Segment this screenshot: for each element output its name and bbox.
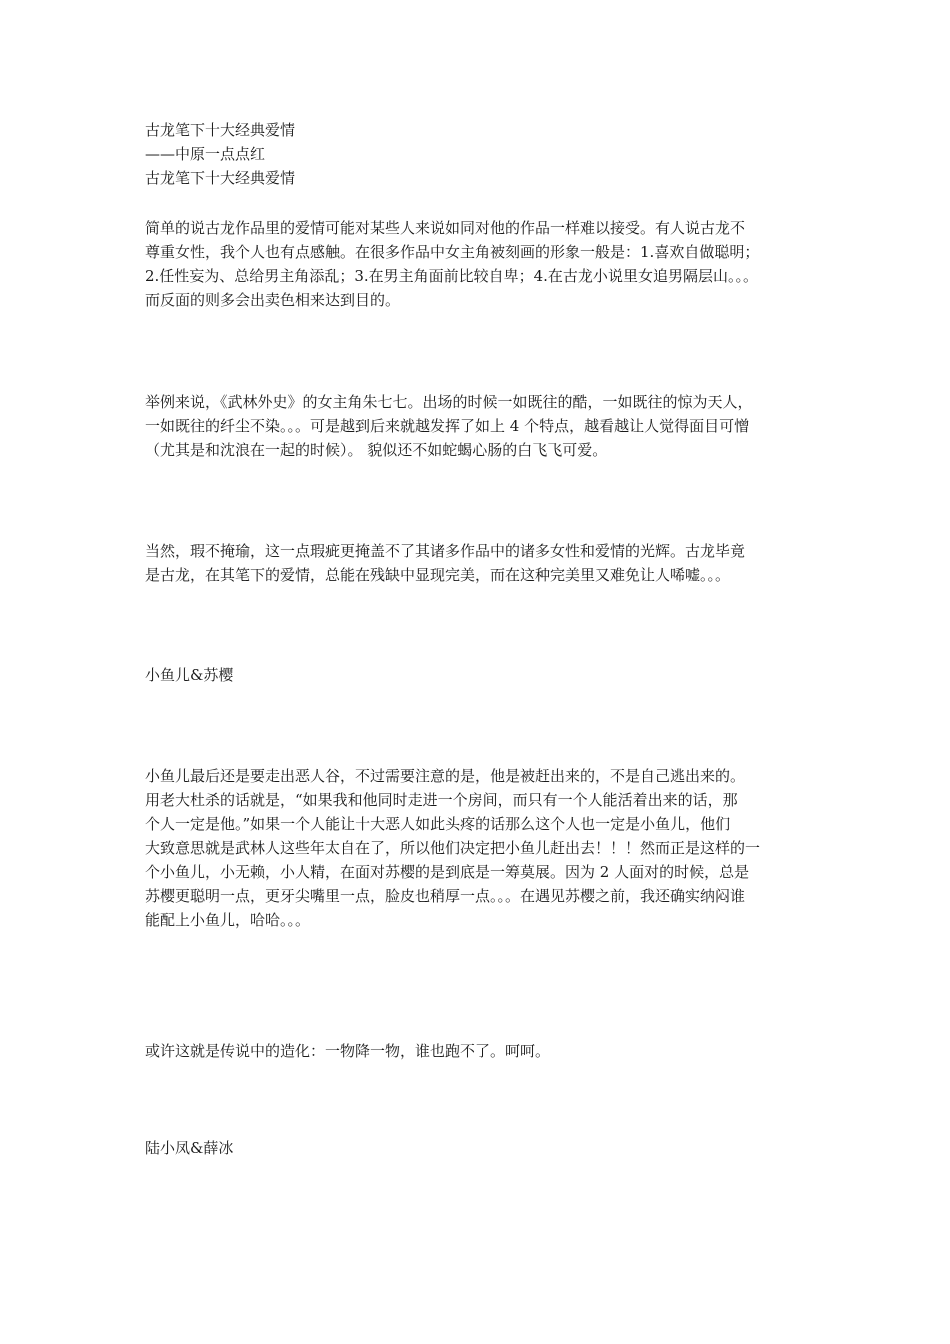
paragraph-line: 2.任性妄为、总给男主角添乱；3.在男主角面前比较自卑；4.在古龙小说里女追男隔层山。。。	[145, 267, 758, 285]
paragraph-intro	[145, 216, 810, 312]
section-heading-xiaoyuer	[145, 663, 810, 687]
paragraph-line: 或许这就是传说中的造化：一物降一物，谁也跑不了。呵呵。	[145, 1042, 551, 1060]
paragraph-fate	[145, 1039, 810, 1063]
paragraph-xiaoyuer	[145, 764, 810, 932]
paragraph-line: 个小鱼儿，小无赖，小人精，在面对苏樱的是到底是一筹莫展。因为 2 人面对的时候，总是	[145, 863, 750, 881]
document-title-block	[145, 118, 810, 190]
paragraph-line: 尊重女性，我个人也有点感触。在很多作品中女主角被刻画的形象一般是：1.喜欢自做聪明；	[145, 243, 760, 261]
document-title: 古龙笔下十大经典爱情	[145, 121, 296, 139]
paragraph-line: 是古龙，在其笔下的爱情，总能在残缺中显现完美，而在这种完美里又难免让人唏嘘。。。	[145, 566, 731, 584]
paragraph-line: （尤其是和沈浪在一起的时候）。 貌似还不如蛇蝎心肠的白飞飞可爱。	[145, 441, 608, 459]
paragraph-line: 小鱼儿最后还是要走出恶人谷，不过需要注意的是，他是被赶出来的，不是自己逃出来的。	[145, 767, 746, 785]
paragraph-however	[145, 539, 810, 587]
paragraph-line: 个人一定是他。”如果一个人能让十大恶人如此头疼的话那么这个人也一定是小鱼儿，他们	[145, 815, 731, 833]
document-subtitle: 古龙笔下十大经典爱情	[145, 169, 296, 187]
paragraph-line: 大致意思就是武林人这些年太自在了，所以他们决定把小鱼儿赶出去！！！然而正是这样的一	[145, 839, 761, 857]
section-heading: 陆小凤&薛冰	[145, 1139, 234, 1157]
paragraph-line: 苏樱更聪明一点，更牙尖嘴里一点，脸皮也稍厚一点。。。在遇见苏樱之前，我还确实纳闷谁	[145, 887, 746, 905]
paragraph-line: 用老大杜杀的话就是，“如果我和他同时走进一个房间，而只有一个人能活着出来的话，那	[145, 791, 738, 809]
document-author: ——中原一点点红	[145, 145, 266, 163]
paragraph-line: 而反面的则多会出卖色相来达到目的。	[145, 291, 401, 309]
paragraph-line: 当然，瑕不掩瑜，这一点瑕疵更掩盖不了其诸多作品中的诸多女性和爱情的光辉。古龙毕竟	[145, 542, 746, 560]
paragraph-line: 举例来说，《武林外史》的女主角朱七七。出场的时候一如既往的酷，一如既往的惊为天人，	[145, 393, 753, 411]
paragraph-line: 简单的说古龙作品里的爱情可能对某些人来说如同对他的作品一样难以接受。有人说古龙不	[145, 219, 746, 237]
paragraph-line: 能配上小鱼儿，哈哈。。。	[145, 911, 311, 929]
paragraph-example	[145, 390, 810, 462]
section-heading: 小鱼儿&苏樱	[145, 666, 234, 684]
section-heading-luxiaofeng	[145, 1136, 810, 1160]
paragraph-line: 一如既往的纤尘不染。。。可是越到后来就越发挥了如上 4 个特点，越看越让人觉得面目可憎	[145, 417, 750, 435]
